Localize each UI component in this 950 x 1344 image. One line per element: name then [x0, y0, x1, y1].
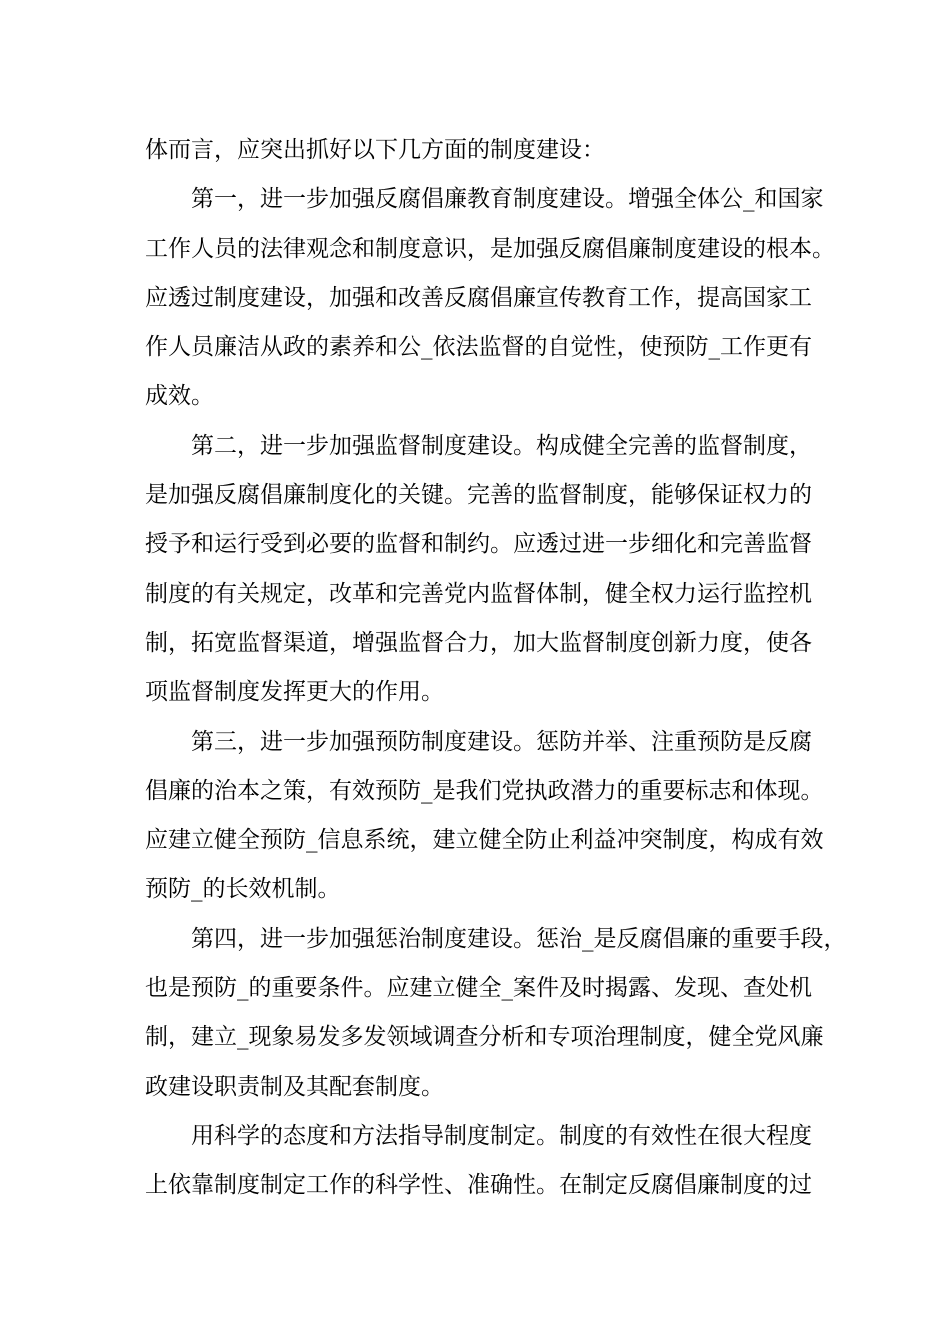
text-line: 制，拓宽监督渠道，增强监督合力，加大监督制度创新力度，使各: [145, 629, 812, 656]
text-line: 倡廉的治本之策，有效预防_是我们党执政潜力的重要标志和体现。: [145, 777, 824, 804]
text-line: 也是预防_的重要条件。应建立健全_案件及时揭露、发现、查处机: [145, 975, 812, 1002]
text-line: 上依靠制度制定工作的科学性、准确性。在制定反腐倡廉制度的过: [145, 1172, 812, 1199]
text-line: 工作人员的法律观念和制度意识，是加强反腐倡廉制度建设的根本。: [145, 235, 835, 262]
paragraph-first-line: 第二，进一步加强监督制度建设。构成健全完善的监督制度，: [191, 432, 812, 459]
text-line: 项监督制度发挥更大的作用。: [145, 679, 444, 706]
text-line: 应透过制度建设，加强和改善反腐倡廉宣传教育工作，提高国家工: [145, 284, 812, 311]
text-line: 应建立健全预防_信息系统，建立健全防止利益冲突制度，构成有效: [145, 827, 824, 854]
paragraph-first-line: 第四，进一步加强惩治制度建设。惩治_是反腐倡廉的重要手段，: [191, 925, 847, 952]
text-line: 制度的有关规定，改革和完善党内监督体制，健全权力运行监控机: [145, 580, 812, 607]
text-line: 作人员廉洁从政的素养和公_依法监督的自觉性，使预防_工作更有: [145, 334, 812, 361]
paragraph-first-line: 第一，进一步加强反腐倡廉教育制度建设。增强全体公_和国家: [191, 186, 824, 213]
text-line: 预防_的长效机制。: [145, 876, 341, 903]
text-line: 政建设职责制及其配套制度。: [145, 1073, 444, 1100]
text-line: 是加强反腐倡廉制度化的关键。完善的监督制度，能够保证权力的: [145, 482, 812, 509]
paragraph-first-line: 用科学的态度和方法指导制度制定。制度的有效性在很大程度: [191, 1122, 812, 1149]
text-line: 成效。: [145, 383, 214, 410]
text-line: 制，建立_现象易发多发领域调查分析和专项治理制度，健全党风廉: [145, 1024, 824, 1051]
text-line: 体而言，应突出抓好以下几方面的制度建设：: [145, 137, 605, 163]
paragraph-first-line: 第三，进一步加强预防制度建设。惩防并举、注重预防是反腐: [191, 728, 812, 755]
document-body: [145, 126, 847, 1211]
text-line: 授予和运行受到必要的监督和制约。应透过进一步细化和完善监督: [145, 531, 812, 558]
